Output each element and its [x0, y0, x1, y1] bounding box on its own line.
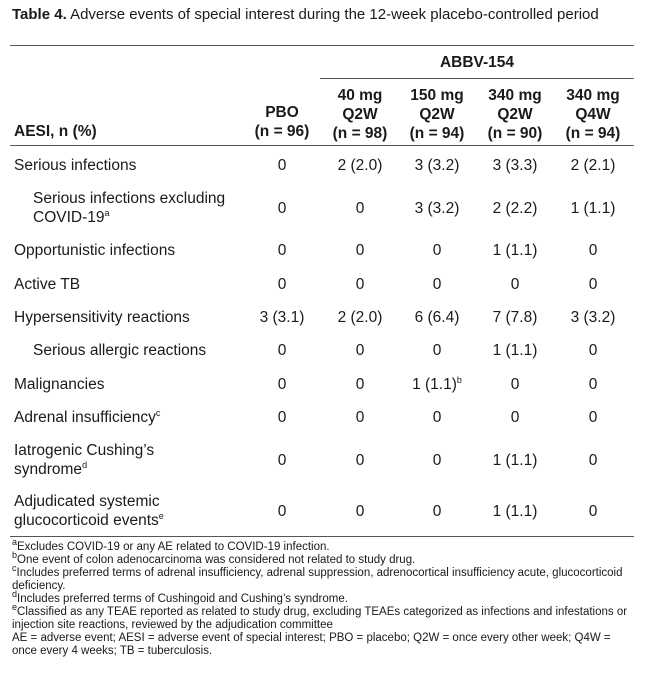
table-cell: [398, 308, 476, 327]
group-rule: [320, 78, 634, 79]
group-header: ABBV-154: [439, 54, 515, 71]
table-cell: [398, 199, 476, 218]
cell-value: 2 (2.1): [570, 156, 616, 174]
cell-value: 0: [277, 408, 287, 426]
cell-value: 0: [355, 502, 365, 520]
row-label-text: Serious allergic reactions: [33, 341, 207, 359]
table-cell: [321, 275, 399, 294]
row-label-line: Adjudicated systemic: [14, 493, 160, 510]
table-cell: [554, 275, 632, 294]
cell-value: 7 (7.8): [492, 308, 538, 326]
cell-value: 0: [432, 408, 442, 426]
top-rule: [10, 45, 634, 46]
cell-value: 0: [355, 375, 365, 393]
footnote-text: One event of colon adenocarcinoma was considered not related to study drug.: [17, 554, 416, 566]
row-label-header: AESI, n (%): [14, 123, 97, 140]
column-n: (n = 98): [332, 125, 388, 142]
footnote-marker: e: [12, 602, 18, 613]
footnote: [12, 537, 632, 554]
table-cell: [398, 275, 476, 294]
table-cell: [398, 375, 476, 394]
column-dose: 150 mg: [410, 87, 464, 104]
footnotes: [12, 537, 632, 658]
table-cell: [243, 275, 321, 294]
cell-value: 0: [432, 451, 442, 469]
row-label-line: Iatrogenic Cushing’s: [14, 442, 155, 459]
row-label-text: Active TB: [14, 275, 81, 293]
cell-value: 0: [277, 451, 287, 469]
table-cell: [476, 408, 554, 427]
footnote-marker: d: [12, 589, 18, 600]
cell-value: 0: [588, 451, 598, 469]
footnote-marker: e: [158, 510, 164, 521]
table-cell: [554, 408, 632, 427]
table-cell: [321, 341, 399, 360]
cell-value: 0: [588, 502, 598, 520]
footnote-text: Classified as any TEAE reported as related to study drug, excluding TEAEs categorized as infections and infestations or injection site reactions, reviewed by the adjudication committee: [12, 606, 628, 631]
cell-value: 0: [432, 275, 442, 293]
column-dose: 340 mg: [488, 87, 542, 104]
cell-value: 3 (3.2): [414, 199, 460, 217]
footnote-text: Includes preferred terms of adrenal insufficiency, adrenal suppression, adrenocortical insufficiency acute, glucocorticoid deficiency.: [12, 567, 623, 592]
footnote: [12, 602, 632, 632]
table-cell: [321, 308, 399, 327]
column-dose: 40 mg: [337, 87, 383, 104]
table-cell: [398, 451, 476, 470]
cell-value: 1 (1.1): [492, 241, 538, 259]
cell-value: 0: [588, 408, 598, 426]
row-label: [33, 189, 243, 227]
table-cell: [321, 199, 399, 218]
cell-value: 0: [277, 156, 287, 174]
cell-value: 2 (2.2): [492, 199, 538, 217]
row-label: [14, 375, 244, 394]
cell-value: 0: [355, 199, 365, 217]
row-label-line: [33, 208, 243, 227]
table-cell: [243, 408, 321, 427]
row-label-line: [14, 511, 244, 530]
cell-value: 0: [510, 275, 520, 293]
table-cell: [398, 341, 476, 360]
table-cell: [476, 451, 554, 470]
cell-value: 0: [277, 375, 287, 393]
cell-value: 1 (1.1): [492, 451, 538, 469]
cell-value: 0: [588, 341, 598, 359]
table-cell: [398, 241, 476, 260]
footnote-marker: a: [12, 537, 18, 548]
cell-value: 0: [510, 408, 520, 426]
footnote: [12, 632, 632, 658]
row-label-text: syndrome: [14, 461, 83, 478]
row-label-line: [14, 460, 244, 479]
column-freq: Q2W: [342, 106, 378, 123]
row-label: [14, 408, 244, 427]
cell-value: 0: [277, 241, 287, 259]
cell-value: 3 (3.3): [492, 156, 538, 174]
footnote-marker: a: [104, 207, 110, 218]
footnote: [12, 589, 632, 606]
cell-value: 2 (2.0): [337, 308, 383, 326]
row-label-line: Serious infections excluding: [33, 190, 226, 207]
row-label: [14, 156, 244, 175]
cell-value: 1 (1.1): [492, 502, 538, 520]
table-cell: [321, 241, 399, 260]
cell-value: 3 (3.1): [259, 308, 305, 326]
row-label: [14, 275, 244, 294]
cell-value: 1 (1.1): [570, 199, 616, 217]
column-header-340mg-q4w: [554, 86, 632, 143]
table-cell: [243, 156, 321, 175]
table-cell: [476, 375, 554, 394]
footnote-text: Includes preferred terms of Cushingoid and Cushing’s syndrome.: [17, 593, 348, 605]
table-cell: [243, 502, 321, 521]
cell-value: 0: [355, 241, 365, 259]
column-name: PBO: [265, 104, 299, 121]
footnote: [12, 550, 632, 567]
column-n: (n = 94): [409, 125, 465, 142]
row-label: [14, 492, 244, 530]
table-cell: [476, 241, 554, 260]
footnote-text: Excludes COVID-19 or any AE related to COVID-19 infection.: [17, 541, 330, 553]
column-header-150mg-q2w: [398, 86, 476, 143]
row-label: [14, 241, 244, 260]
table-cell: [398, 408, 476, 427]
table-cell: [554, 199, 632, 218]
footnote-marker: c: [12, 563, 17, 574]
cell-value: 0: [510, 375, 520, 393]
footnote-text: AE = adverse event; AESI = adverse event of special interest; PBO = placebo; Q2W = once every other week; Q4W = once every 4 weeks; TB = tuberculosis.: [12, 632, 611, 657]
table-cell: [321, 502, 399, 521]
footnote-marker: b: [12, 550, 18, 561]
column-n: (n = 90): [487, 125, 543, 142]
cell-value: 3 (3.2): [414, 156, 460, 174]
table-cell: [321, 408, 399, 427]
column-freq: Q2W: [497, 106, 533, 123]
row-label-text: Adrenal insufficiency: [14, 408, 156, 426]
column-n: (n = 96): [254, 123, 310, 140]
table-cell: [554, 451, 632, 470]
cell-value: 0: [355, 408, 365, 426]
cell-value: 0: [277, 275, 287, 293]
footnote: [12, 563, 632, 593]
table-cell: [243, 451, 321, 470]
table-caption: [12, 6, 612, 24]
cell-value: 0: [355, 341, 365, 359]
cell-value: 0: [432, 341, 442, 359]
table-cell: [398, 502, 476, 521]
row-label: [14, 308, 244, 327]
table-cell: [476, 275, 554, 294]
table-cell: [398, 156, 476, 175]
column-freq: Q2W: [419, 106, 455, 123]
bottom-rule: [10, 536, 634, 537]
column-header-40mg-q2w: [321, 86, 399, 143]
column-n: (n = 94): [565, 125, 621, 142]
column-header-pbo: [243, 103, 321, 141]
table-cell: [243, 241, 321, 260]
table-cell: [554, 308, 632, 327]
cell-value: 2 (2.0): [337, 156, 383, 174]
table-cell: [554, 375, 632, 394]
table-cell: [321, 156, 399, 175]
column-dose: 340 mg: [566, 87, 620, 104]
table-cell: [476, 502, 554, 521]
table-cell: [243, 341, 321, 360]
cell-value: 0: [588, 241, 598, 259]
cell-value: 3 (3.2): [570, 308, 616, 326]
cell-value: 0: [355, 451, 365, 469]
table-cell: [243, 199, 321, 218]
column-header-340mg-q2w: [476, 86, 554, 143]
footnote-marker: b: [456, 374, 462, 385]
table-cell: [476, 341, 554, 360]
table-cell: [476, 308, 554, 327]
cell-value: 0: [277, 199, 287, 217]
cell-value: 0: [432, 502, 442, 520]
footnote-marker: d: [82, 459, 88, 470]
row-label-text: COVID-19: [33, 209, 105, 226]
cell-value: 6 (6.4): [414, 308, 460, 326]
table-cell: [554, 241, 632, 260]
row-label: [14, 441, 244, 479]
row-label-text: Serious infections: [14, 156, 137, 174]
cell-value: 1 (1.1): [492, 341, 538, 359]
row-label-text: Hypersensitivity reactions: [14, 308, 190, 326]
table-cell: [243, 375, 321, 394]
footnote-marker: c: [155, 407, 161, 418]
cell-value: 0: [432, 241, 442, 259]
cell-value: 0: [588, 275, 598, 293]
cell-value: 1 (1.1): [412, 375, 457, 393]
table-cell: [321, 451, 399, 470]
table-cell: [321, 375, 399, 394]
cell-value: 0: [355, 275, 365, 293]
cell-value: 0: [588, 375, 598, 393]
header-rule: [10, 145, 634, 146]
table-title: Adverse events of special interest during the 12-week placebo-controlled period: [66, 6, 599, 23]
row-label: [33, 341, 243, 360]
table-cell: [554, 502, 632, 521]
table-cell: [554, 341, 632, 360]
table-cell: [476, 199, 554, 218]
table-cell: [554, 156, 632, 175]
row-label-text: Malignancies: [14, 375, 105, 393]
table-label: Table 4.: [12, 6, 67, 23]
table-cell: [476, 156, 554, 175]
cell-value: 0: [277, 341, 287, 359]
row-label-text: Opportunistic infections: [14, 241, 176, 259]
column-freq: Q4W: [575, 106, 611, 123]
cell-value: 0: [277, 502, 287, 520]
table-cell: [243, 308, 321, 327]
row-label-text: glucocorticoid events: [14, 512, 159, 529]
